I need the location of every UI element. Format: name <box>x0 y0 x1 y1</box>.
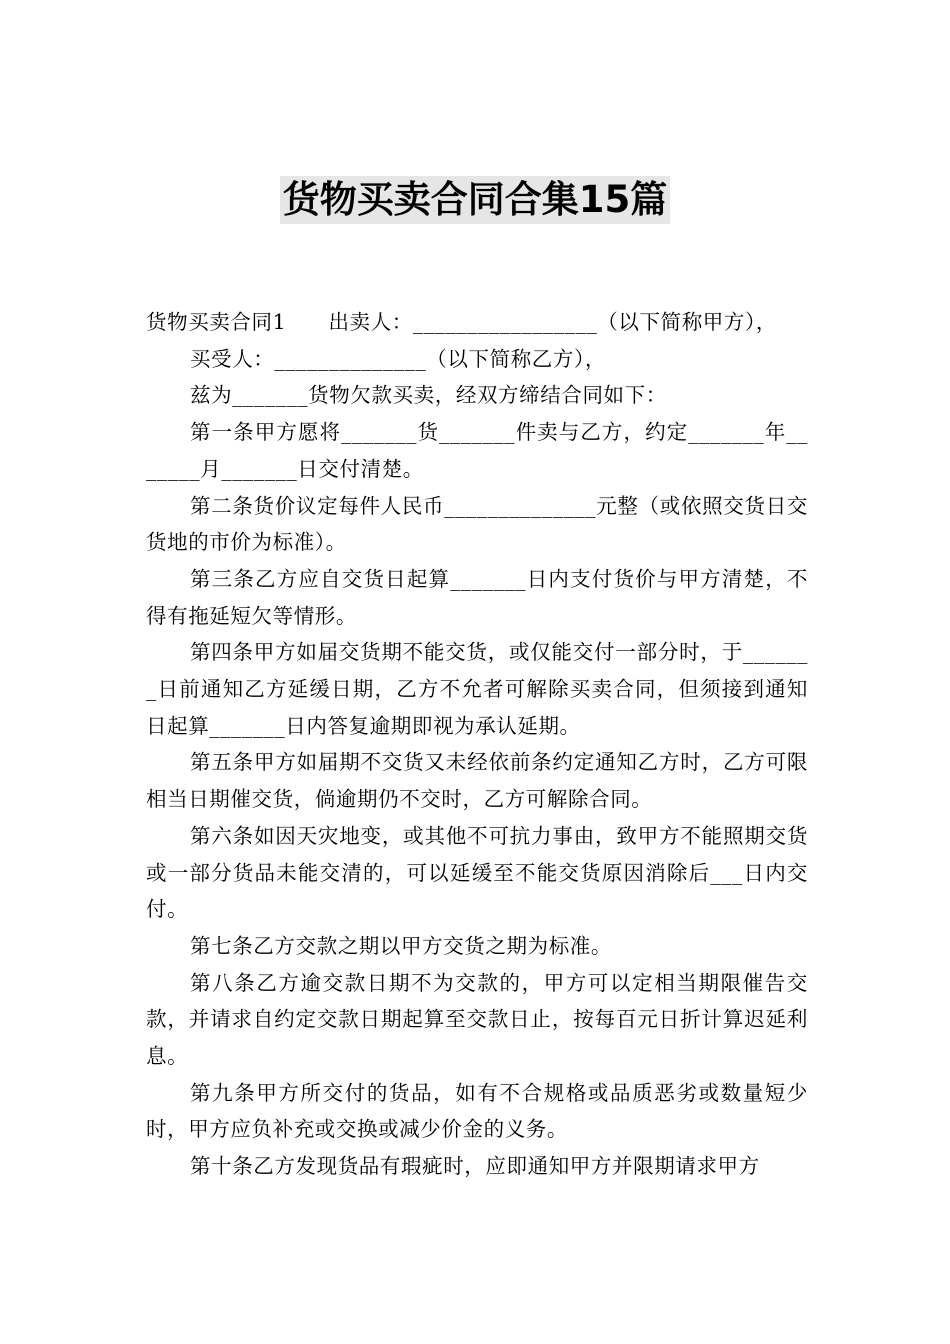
paragraph-buyer: 买受人：______________（以下简称乙方）， <box>190 346 606 371</box>
document-body <box>146 304 808 1185</box>
title-container <box>0 176 950 224</box>
paragraph-article-3: 第三条乙方应自交货日起算_______日内支付货价与甲方清楚，不得有拖延短欠等情形。 <box>146 566 808 628</box>
paragraph-article-5: 第五条甲方如届期不交货又未经依前条约定通知乙方时，乙方可限相当日期催交货，倘逾期仍不交时，乙方可解除合同。 <box>146 750 808 812</box>
paragraph-heading-seller: 货物买卖合同1 出卖人：_________________（以下简称甲方）， <box>146 310 777 334</box>
paragraph-article-6: 第六条如因天灾地变，或其他不可抗力事由，致甲方不能照期交货或一部分货品未能交清的，可以延缓至不能交货原因消除后___日内交付。 <box>146 823 808 922</box>
paragraph-article-10: 第十条乙方发现货品有瑕疵时，应即通知甲方并限期请求甲方 <box>190 1154 760 1179</box>
paragraph-article-2: 第二条货价议定每件人民币______________元整（或依照交货日交货地的市价为标准）。 <box>146 493 808 555</box>
document-title: 货物买卖合同合集15篇 <box>280 176 671 224</box>
paragraph-article-4: 第四条甲方如届交货期不能交货，或仅能交付一部分时，于_______日前通知乙方延缓日期，乙方不允者可解除买卖合同，但须接到通知日起算_______日内答复逾期即视为承认延期。 <box>146 640 808 738</box>
paragraph-article-9: 第九条甲方所交付的货品，如有不合规格或品质恶劣或数量短少时，甲方应负补充或交换或减少价金的义务。 <box>146 1080 808 1142</box>
paragraph-preamble: 兹为_______货物欠款买卖，经双方缔结合同如下： <box>190 383 667 408</box>
paragraph-article-8: 第八条乙方逾交款日期不为交款的，甲方可以定相当期限催告交款，并请求自约定交款日期起算至交款日止，按每百元日折计算迟延利息。 <box>146 970 808 1069</box>
paragraph-article-7: 第七条乙方交款之期以甲方交货之期为标准。 <box>190 933 612 958</box>
paragraph-article-1: 第一条甲方愿将_______货_______件卖与乙方，约定_______年_______月_______日交付清楚。 <box>146 420 808 481</box>
